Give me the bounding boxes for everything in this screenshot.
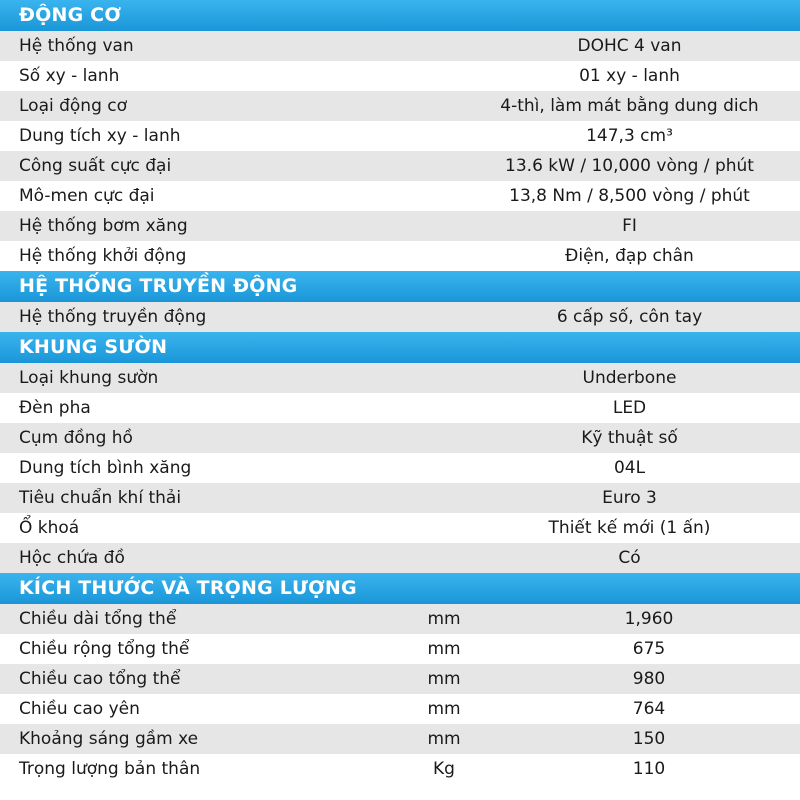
- spec-row: [0, 61, 800, 91]
- spec-label: Dung tích xy - lanh: [19, 126, 181, 146]
- spec-value: 4-thì, làm mát bằng dung dich: [500, 96, 759, 116]
- spec-label: Dung tích bình xăng: [19, 458, 192, 478]
- spec-label: Chiều rộng tổng thể: [19, 639, 190, 659]
- spec-unit: Kg: [433, 759, 455, 779]
- spec-value: FI: [622, 216, 637, 236]
- spec-label: Loại động cơ: [19, 96, 128, 116]
- spec-unit: mm: [427, 639, 461, 659]
- spec-value: Underbone: [582, 368, 677, 388]
- spec-label: Hộc chứa đồ: [19, 548, 125, 568]
- spec-value: 04L: [613, 458, 646, 478]
- spec-label: Cụm đồng hồ: [19, 428, 133, 448]
- spec-row: [0, 393, 800, 423]
- section-header-frame: KHUNG SƯỜN: [0, 332, 800, 363]
- spec-value: 01 xy - lanh: [579, 66, 680, 86]
- spec-value: Thiết kế mới (1 ấn): [548, 518, 711, 538]
- spec-unit: mm: [427, 609, 461, 629]
- spec-unit: mm: [427, 729, 461, 749]
- spec-value: DOHC 4 van: [577, 36, 682, 56]
- spec-row: [0, 664, 800, 694]
- section-header-engine: ĐỘNG CƠ: [0, 0, 800, 31]
- spec-row: [0, 241, 800, 271]
- section-header-dimensions: KÍCH THƯỚC VÀ TRỌNG LƯỢNG: [0, 573, 800, 604]
- spec-value: 110: [632, 759, 666, 779]
- spec-label: Mô-men cực đại: [19, 186, 155, 206]
- spec-label: Công suất cực đại: [19, 156, 172, 176]
- spec-label: Loại khung sườn: [19, 368, 159, 388]
- spec-row: [0, 483, 800, 513]
- spec-value: 675: [632, 639, 666, 659]
- spec-label: Số xy - lanh: [19, 66, 120, 86]
- spec-row: [0, 91, 800, 121]
- spec-value: LED: [612, 398, 647, 418]
- spec-value: 147,3 cm³: [586, 126, 673, 146]
- spec-unit: mm: [427, 699, 461, 719]
- spec-label: Chiều dài tổng thể: [19, 609, 177, 629]
- spec-value: 1,960: [624, 609, 674, 629]
- spec-label: Ổ khoá: [19, 518, 80, 538]
- spec-row: [0, 543, 800, 573]
- spec-row: [0, 211, 800, 241]
- spec-row: [0, 121, 800, 151]
- spec-label: Trọng lượng bản thân: [19, 759, 201, 779]
- spec-value: Kỹ thuật số: [581, 428, 678, 448]
- spec-row: [0, 694, 800, 724]
- spec-label: Hệ thống khởi động: [19, 246, 187, 266]
- spec-row: [0, 151, 800, 181]
- spec-value: 150: [632, 729, 666, 749]
- spec-row: [0, 604, 800, 634]
- spec-label: Đèn pha: [19, 398, 91, 418]
- spec-value: 764: [632, 699, 666, 719]
- spec-row: [0, 363, 800, 393]
- spec-label: Chiều cao yên: [19, 699, 140, 719]
- spec-row: [0, 181, 800, 211]
- section-header-transmission: HỆ THỐNG TRUYỀN ĐỘNG: [0, 271, 800, 302]
- spec-row: [0, 634, 800, 664]
- spec-row: [0, 513, 800, 543]
- spec-value: 13,8 Nm / 8,500 vòng / phút: [509, 186, 750, 206]
- spec-label: Khoảng sáng gầm xe: [19, 729, 199, 749]
- spec-label: Hệ thống truyền động: [19, 307, 207, 327]
- spec-row: [0, 423, 800, 453]
- spec-label: Chiều cao tổng thể: [19, 669, 181, 689]
- spec-value: Điện, đạp chân: [565, 246, 694, 266]
- spec-row: [0, 724, 800, 754]
- spec-value: 6 cấp số, côn tay: [556, 307, 703, 327]
- spec-value: 13.6 kW / 10,000 vòng / phút: [505, 156, 754, 176]
- spec-label: Hệ thống van: [19, 36, 134, 56]
- spec-row: [0, 453, 800, 483]
- spec-value: Có: [618, 548, 641, 568]
- spec-value: Euro 3: [602, 488, 657, 508]
- spec-row: [0, 31, 800, 61]
- spec-label: Hệ thống bơm xăng: [19, 216, 188, 236]
- spec-row: [0, 302, 800, 332]
- spec-unit: mm: [427, 669, 461, 689]
- spec-label: Tiêu chuẩn khí thải: [19, 488, 182, 508]
- spec-value: 980: [632, 669, 666, 689]
- spec-row: [0, 754, 800, 784]
